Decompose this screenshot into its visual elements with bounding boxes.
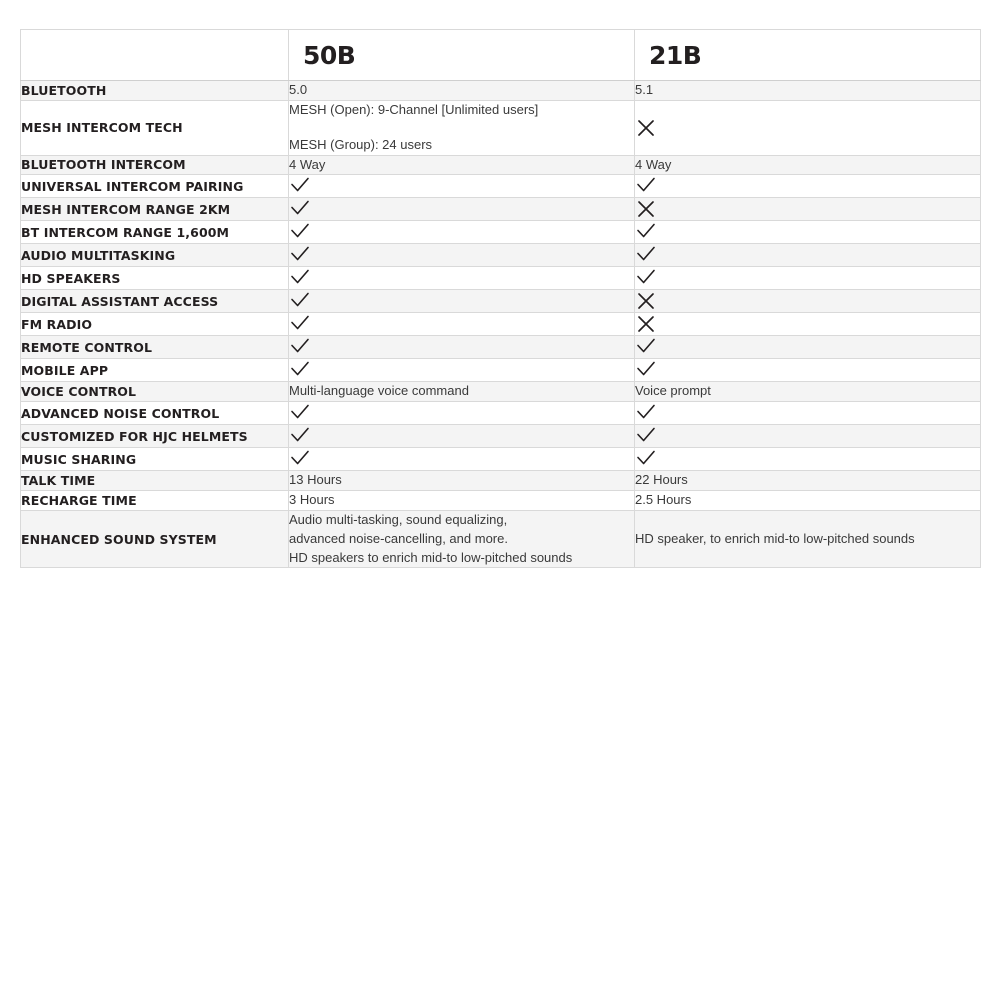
table-row bbox=[21, 510, 981, 568]
row-label: MUSIC SHARING bbox=[21, 448, 289, 471]
cell-text: 13 Hours bbox=[289, 472, 342, 488]
table-row bbox=[21, 336, 981, 359]
table-row bbox=[21, 100, 981, 155]
row-label: ENHANCED SOUND SYSTEM bbox=[21, 510, 289, 568]
row-value-50b bbox=[289, 175, 635, 198]
row-value-21b bbox=[635, 359, 981, 382]
row-label: VOICE CONTROL bbox=[21, 382, 289, 402]
row-value-50b bbox=[289, 221, 635, 244]
row-value-21b bbox=[635, 267, 981, 290]
cell-text: Multi-language voice command bbox=[289, 383, 469, 399]
row-label: REMOTE CONTROL bbox=[21, 336, 289, 359]
spec-comparison-sheet bbox=[20, 29, 980, 568]
row-label: CUSTOMIZED FOR HJC HELMETS bbox=[21, 425, 289, 448]
table-header-row bbox=[21, 30, 981, 81]
model-name-50b: 50B bbox=[303, 40, 356, 70]
row-label: AUDIO MULTITASKING bbox=[21, 244, 289, 267]
row-value-21b bbox=[635, 155, 981, 175]
table-row bbox=[21, 425, 981, 448]
row-value-21b bbox=[635, 221, 981, 244]
cell-line: advanced noise-cancelling, and more. bbox=[289, 530, 508, 546]
row-value-50b bbox=[289, 491, 635, 511]
row-value-50b bbox=[289, 382, 635, 402]
table-row bbox=[21, 359, 981, 382]
row-value-21b bbox=[635, 425, 981, 448]
row-value-50b bbox=[289, 448, 635, 471]
cross-icon bbox=[635, 290, 657, 312]
table-row bbox=[21, 491, 981, 511]
cell-text: 3 Hours bbox=[289, 492, 335, 508]
check-icon bbox=[289, 175, 311, 197]
cell-line: MESH (Open): 9-Channel [Unlimited users] bbox=[289, 101, 539, 117]
row-label: UNIVERSAL INTERCOM PAIRING bbox=[21, 175, 289, 198]
row-value-50b bbox=[289, 267, 635, 290]
cell-text: HD speaker, to enrich mid-to low-pitched sounds bbox=[635, 530, 915, 546]
row-value-21b bbox=[635, 336, 981, 359]
row-label: MESH INTERCOM RANGE 2KM bbox=[21, 198, 289, 221]
check-icon bbox=[289, 221, 311, 243]
check-icon bbox=[289, 244, 311, 266]
check-icon bbox=[635, 425, 657, 447]
check-icon bbox=[635, 359, 657, 381]
table-row bbox=[21, 448, 981, 471]
cell-line: HD speakers to enrich mid-to low-pitched sounds bbox=[289, 549, 573, 565]
row-label: ADVANCED NOISE CONTROL bbox=[21, 402, 289, 425]
check-icon bbox=[289, 336, 311, 358]
row-value-50b bbox=[289, 471, 635, 491]
row-value-50b bbox=[289, 155, 635, 175]
cell-text: 5.1 bbox=[635, 82, 654, 97]
check-icon bbox=[289, 359, 311, 381]
table-row bbox=[21, 313, 981, 336]
row-label: MOBILE APP bbox=[21, 359, 289, 382]
row-value-21b bbox=[635, 290, 981, 313]
row-label: BT INTERCOM RANGE 1,600M bbox=[21, 221, 289, 244]
cross-icon bbox=[635, 313, 657, 335]
check-icon bbox=[635, 267, 657, 289]
table-row bbox=[21, 221, 981, 244]
check-icon bbox=[289, 267, 311, 289]
row-value-21b bbox=[635, 510, 981, 568]
check-icon bbox=[635, 402, 657, 424]
table-row bbox=[21, 402, 981, 425]
table-row bbox=[21, 198, 981, 221]
cell-text: 5.0 bbox=[289, 82, 308, 97]
row-value-21b bbox=[635, 175, 981, 198]
check-icon bbox=[289, 290, 311, 312]
cell-line: MESH (Group): 24 users bbox=[289, 136, 433, 152]
cell-text: 2.5 Hours bbox=[635, 492, 692, 508]
row-label: DIGITAL ASSISTANT ACCESS bbox=[21, 290, 289, 313]
row-value-50b bbox=[289, 402, 635, 425]
cross-icon bbox=[635, 198, 657, 220]
row-label: TALK TIME bbox=[21, 471, 289, 491]
cross-icon bbox=[635, 117, 657, 139]
row-value-21b bbox=[635, 448, 981, 471]
row-label: MESH INTERCOM TECH bbox=[21, 100, 289, 155]
header-cell-model-21b bbox=[635, 30, 981, 81]
spec-comparison-table bbox=[20, 29, 981, 568]
row-label: BLUETOOTH INTERCOM bbox=[21, 155, 289, 175]
cell-text: 22 Hours bbox=[635, 472, 688, 488]
cell-text: Voice prompt bbox=[635, 383, 711, 399]
cell-text: 4 Way bbox=[635, 156, 672, 172]
table-row bbox=[21, 244, 981, 267]
row-value-21b bbox=[635, 402, 981, 425]
row-value-50b bbox=[289, 313, 635, 336]
table-row bbox=[21, 290, 981, 313]
row-value-50b bbox=[289, 425, 635, 448]
row-value-21b bbox=[635, 81, 981, 101]
row-value-50b bbox=[289, 81, 635, 101]
row-value-21b bbox=[635, 382, 981, 402]
cell-line: Audio multi-tasking, sound equalizing, bbox=[289, 511, 508, 527]
check-icon bbox=[289, 313, 311, 335]
row-value-50b bbox=[289, 198, 635, 221]
table-body bbox=[21, 30, 981, 568]
row-value-21b bbox=[635, 471, 981, 491]
header-cell-model-50b bbox=[289, 30, 635, 81]
check-icon bbox=[635, 448, 657, 470]
table-row bbox=[21, 155, 981, 175]
check-icon bbox=[635, 244, 657, 266]
row-label: RECHARGE TIME bbox=[21, 491, 289, 511]
table-row bbox=[21, 81, 981, 101]
row-value-50b bbox=[289, 244, 635, 267]
check-icon bbox=[635, 221, 657, 243]
check-icon bbox=[289, 402, 311, 424]
row-value-50b bbox=[289, 510, 635, 568]
table-row bbox=[21, 267, 981, 290]
check-icon bbox=[635, 175, 657, 197]
row-value-21b bbox=[635, 491, 981, 511]
check-icon bbox=[289, 448, 311, 470]
cell-text: 4 Way bbox=[289, 156, 326, 172]
table-row bbox=[21, 175, 981, 198]
header-cell-blank bbox=[21, 30, 289, 81]
row-value-21b bbox=[635, 313, 981, 336]
row-value-50b bbox=[289, 359, 635, 382]
row-label: FM RADIO bbox=[21, 313, 289, 336]
table-row bbox=[21, 382, 981, 402]
row-value-50b bbox=[289, 336, 635, 359]
row-value-50b bbox=[289, 290, 635, 313]
row-label: HD SPEAKERS bbox=[21, 267, 289, 290]
row-value-21b bbox=[635, 244, 981, 267]
check-icon bbox=[289, 198, 311, 220]
row-value-50b bbox=[289, 100, 635, 155]
check-icon bbox=[289, 425, 311, 447]
row-value-21b bbox=[635, 198, 981, 221]
row-value-21b bbox=[635, 100, 981, 155]
row-label: BLUETOOTH bbox=[21, 81, 289, 101]
table-row bbox=[21, 471, 981, 491]
check-icon bbox=[635, 336, 657, 358]
model-name-21b: 21B bbox=[649, 40, 702, 70]
